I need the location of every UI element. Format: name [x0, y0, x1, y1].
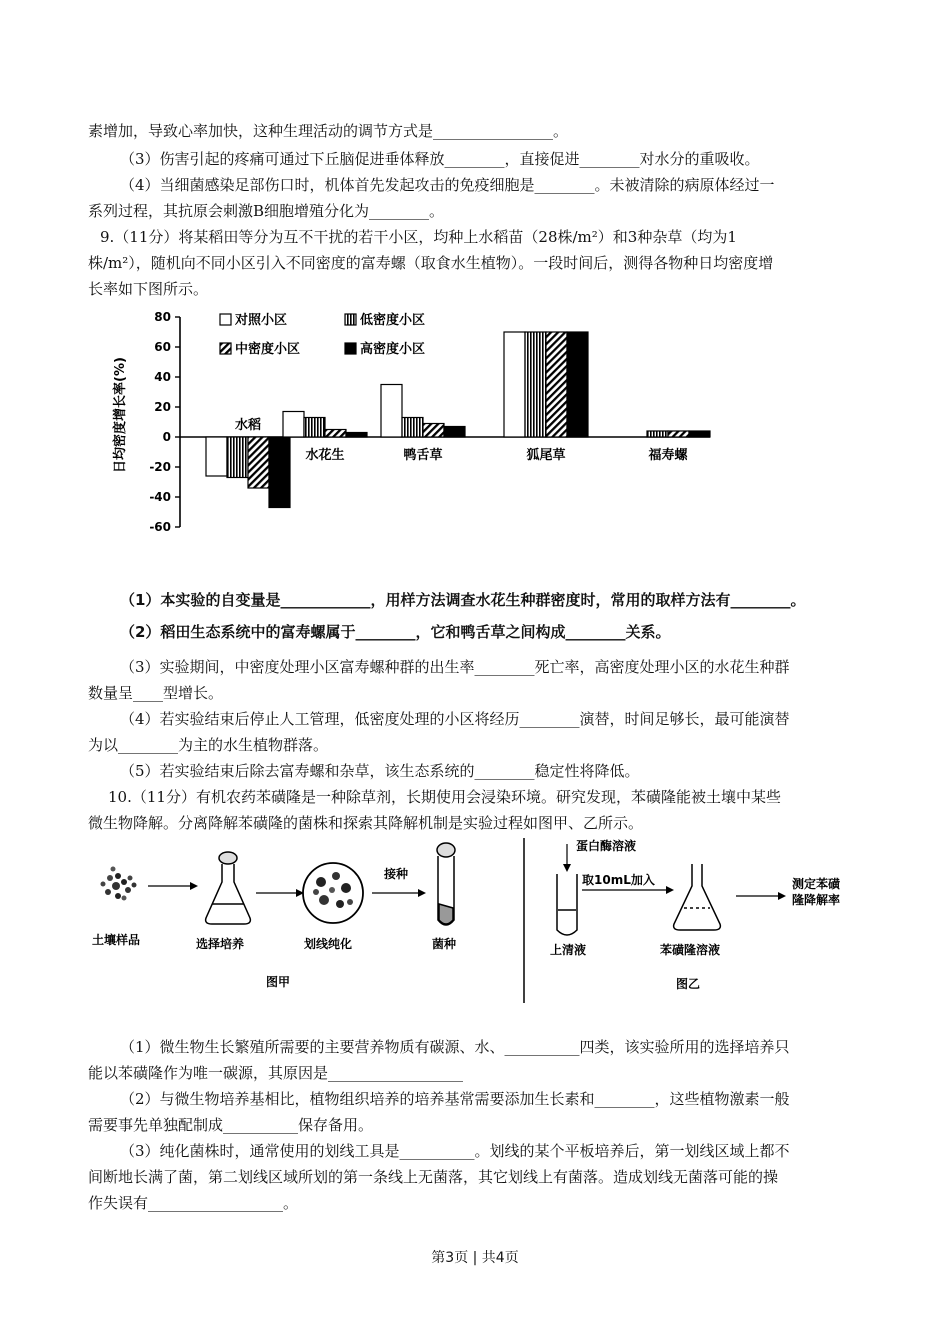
bar	[423, 424, 444, 438]
bar	[402, 418, 423, 438]
streak-label: 划线纯化	[304, 937, 353, 951]
text-line: 为以________为主的水生植物群落。	[88, 736, 329, 754]
bar	[325, 430, 346, 438]
y-tick-label: 0	[162, 430, 171, 444]
measure-label-2: 隆降解率	[792, 893, 841, 907]
bar	[668, 431, 689, 437]
bar	[647, 431, 668, 437]
text-line: 素增加，导致心率加快，这种生理活动的调节方式是________________。	[88, 122, 569, 140]
y-tick-label: 60	[154, 340, 171, 354]
experiment-figure	[88, 838, 868, 1008]
question-10-3: （3）纯化菌株时，通常使用的划线工具是__________。划线的某个平板培养后，第一划线区域上都不	[120, 1142, 790, 1160]
bar	[346, 433, 367, 438]
text-line: 作失误有__________________。	[88, 1194, 299, 1212]
bar	[504, 332, 525, 437]
category-label: 福寿螺	[648, 448, 688, 463]
legend-label: 中密度小区	[235, 342, 301, 357]
text-line: 间断地长满了菌，第二划线区域所划的第一条线上无菌落，其它划线上有菌落。造成划线无菌落可能的操	[88, 1168, 779, 1186]
legend-label: 高密度小区	[360, 342, 426, 357]
bar	[381, 385, 402, 438]
measure-label-1: 测定苯磺	[792, 877, 841, 891]
question-9-3: （3）实验期间，中密度处理小区富寿螺种群的出生率________死亡率，高密度处理小区的水花生种群	[120, 658, 790, 676]
supernatant-label: 上清液	[550, 943, 587, 957]
legend-swatch	[345, 343, 356, 354]
question-9-5: （5）若实验结束后除去富寿螺和杂草，该生态系统的________稳定性将降低。	[120, 762, 640, 780]
text-line: 数量呈____型增长。	[88, 684, 224, 702]
bar-chart	[110, 305, 730, 550]
question-9-1: （1）本实验的自变量是____________，用样方法调查水花生种群密度时，常用的取样方法有________。	[120, 591, 806, 609]
bar	[304, 418, 325, 438]
y-tick-label: -20	[149, 460, 171, 474]
figure-jia-label: 图甲	[266, 975, 291, 989]
enzyme-label: 蛋白酶溶液	[576, 839, 637, 853]
figure-yi-label: 图乙	[676, 977, 701, 991]
question-9-4: （4）若实验结束后停止人工管理，低密度处理的小区将经历________演替，时间足够长，最可能演替	[120, 710, 790, 728]
page-footer: 第3页 | 共4页	[431, 1250, 519, 1266]
category-label: 水稻	[234, 418, 262, 433]
bar	[567, 332, 588, 437]
strain-label: 菌种	[432, 937, 457, 951]
bar	[283, 412, 304, 438]
category-label: 鸭舌草	[403, 448, 443, 463]
select-label: 选择培养	[196, 937, 245, 951]
question-10-1: （1）微生物生长繁殖所需要的主要营养物质有碳源、水、__________四类，该实验所用的选择培养只	[120, 1038, 790, 1056]
question-10-2: （2）与微生物培养基相比，植物组织培养的培养基常需要添加生长素和________，这些植物激素一般	[120, 1090, 790, 1108]
legend-swatch	[345, 314, 356, 325]
text-line: 需要事先单独配制成__________保存备用。	[88, 1116, 374, 1134]
flask-icon	[674, 864, 721, 930]
bar	[227, 437, 248, 478]
petri-dish-icon	[303, 863, 363, 923]
y-tick-label: 80	[154, 310, 171, 324]
legend-label: 低密度小区	[360, 313, 426, 328]
bar	[525, 332, 546, 437]
text-line: 长率如下图所示。	[88, 280, 209, 298]
legend-swatch	[220, 343, 231, 354]
category-label: 狐尾草	[526, 448, 566, 463]
bar	[269, 437, 290, 508]
test-tube-icon	[437, 843, 455, 925]
bar	[546, 332, 567, 437]
category-label: 水花生	[305, 448, 345, 463]
question-10-title: 10.（11分）有机农药苯磺隆是一种除草剂，长期使用会浸染环境。研究发现，苯磺隆能被土壤中某些	[108, 788, 781, 806]
bar	[248, 437, 269, 488]
solution-label: 苯磺隆溶液	[660, 943, 721, 957]
bar	[444, 427, 465, 438]
text-line: 能以苯磺隆作为唯一碳源，其原因是__________________	[88, 1064, 464, 1082]
y-tick-label: 40	[154, 370, 171, 384]
text-line: 系列过程，其抗原会刺激B细胞增殖分化为________。	[88, 202, 445, 220]
question-9-2: （2）稻田生态系统中的富寿螺属于________，它和鸭舌草之间构成________关系。	[120, 623, 671, 641]
question-9-title: 9.（11分）将某稻田等分为互不干扰的若干小区，均种上水稻苗（28株/m²）和3种杂草（均为1	[100, 228, 737, 246]
y-axis-label: 日均密度增长率(%)	[113, 357, 128, 473]
inoculate-label: 接种	[384, 867, 409, 881]
soil-sample-icon	[101, 867, 137, 901]
y-tick-label: 20	[154, 400, 171, 414]
text-line: 株/m²），随机向不同小区引入不同密度的富寿螺（取食水生植物）。一段时间后，测得各物种日均密度增	[88, 254, 774, 272]
take-label: 取10mL加入	[582, 873, 655, 887]
bar	[206, 437, 227, 476]
y-tick-label: -40	[149, 490, 171, 504]
flask-icon	[206, 852, 251, 924]
legend-swatch	[220, 314, 231, 325]
text-line: （4）当细菌感染足部伤口时，机体首先发起攻击的免疫细胞是________。未被清除的病原体经过一	[120, 176, 775, 194]
text-line: 微生物降解。分离降解苯磺隆的菌株和探索其降解机制是实验过程如图甲、乙所示。	[88, 814, 644, 832]
y-tick-label: -60	[149, 520, 171, 534]
text-line: （3）伤害引起的疼痛可通过下丘脑促进垂体释放________，直接促进________对水分的重吸收。	[120, 150, 760, 168]
bar	[689, 431, 710, 437]
soil-label: 土壤样品	[92, 933, 141, 947]
test-tube-icon	[557, 874, 577, 935]
legend-label: 对照小区	[235, 313, 288, 328]
